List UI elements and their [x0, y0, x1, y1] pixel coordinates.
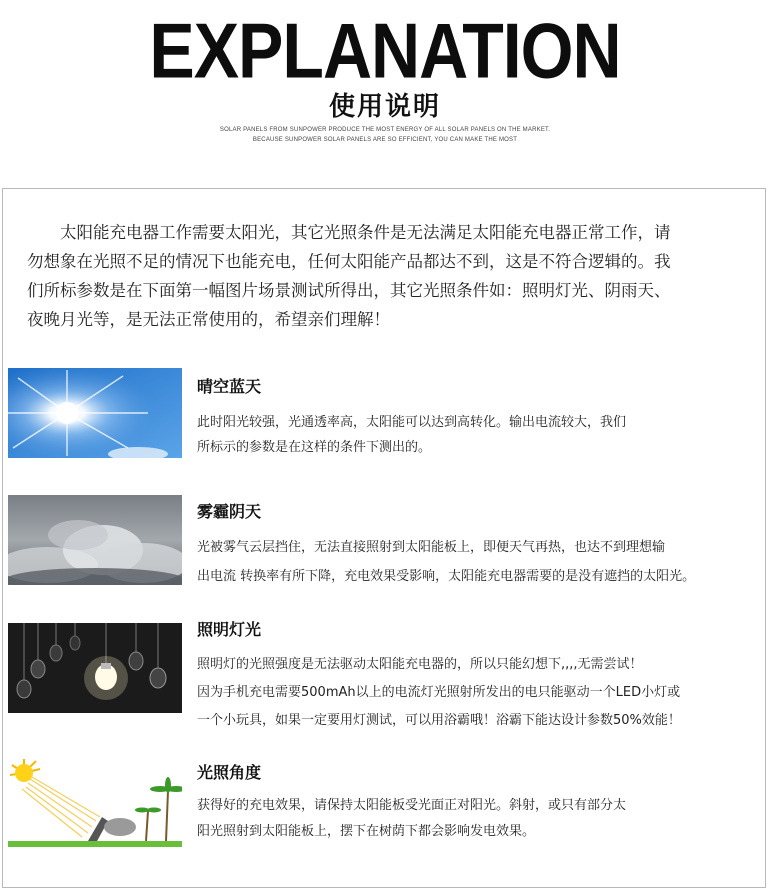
body-line: 照明灯的光照强度是无法驱动太阳能充电器的，所以只能幻想下,,,,无需尝试！ [197, 657, 643, 672]
intro-line: 勿想象在光照不足的情况下也能充电，任何太阳能产品都达不到，这是不符合逻辑的。我 [27, 252, 671, 271]
section-title-lamp: 照明灯光 [197, 620, 262, 639]
section-title-sunny: 晴空蓝天 [197, 377, 262, 396]
light-angle-illustration [8, 755, 182, 847]
body-line: 光被雾气云层挡住，无法直接照射到太阳能板上，即便天气再热，也达不到理想输 [197, 540, 666, 555]
body-line: 出电流 转换率有所下降，充电效果受影响，太阳能充电器需要的是没有遮挡的太阳光。 [197, 569, 696, 584]
title-english: EXPLANATION [149, 7, 621, 95]
section-body-angle [197, 793, 767, 845]
body-line: 一个小玩具，如果一定要用灯测试，可以用浴霸哦！浴霸下能达设计参数50%效能！ [197, 713, 681, 728]
intro-line: 太阳能充电器工作需要太阳光，其它光照条件是无法满足太阳能充电器正常工作，请 [27, 223, 671, 242]
light-bulbs-image [8, 623, 182, 713]
tagline-line-1: SOLAR PANELS FROM SUNPOWER PRODUCE THE MOST ENERGY OF ALL SOLAR PANELS ON THE MARKET. [219, 127, 551, 133]
body-line: 此时阳光较强，光通透率高，太阳能可以达到高转化。输出电流较大，我们 [197, 415, 627, 430]
section-title-angle: 光照角度 [197, 763, 262, 782]
intro-paragraph [27, 218, 747, 334]
section-title-cloudy: 雾霾阴天 [197, 502, 262, 521]
page-header [0, 0, 770, 190]
intro-line: 夜晚月光等，是无法正常使用的，希望亲们理解！ [27, 310, 390, 329]
body-line: 阳光照射到太阳能板上，摆下在树荫下都会影响发电效果。 [197, 824, 536, 839]
cloudy-sky-image [8, 495, 182, 585]
intro-line: 们所标参数是在下面第一幅图片场景测试所得出，其它光照条件如：照明灯光、阴雨天、 [27, 281, 671, 300]
body-line: 获得好的充电效果，请保持太阳能板受光面正对阳光。斜射，或只有部分太 [197, 798, 627, 813]
section-body-cloudy [197, 533, 767, 591]
section-body-sunny [197, 410, 767, 460]
body-line: 因为手机充电需要500mAh以上的电流灯光照射所发出的电只能驱动一个LED小灯或 [197, 685, 681, 700]
sunny-sky-image [8, 368, 182, 458]
title-chinese: 使用说明 [328, 92, 441, 122]
tagline-line-2: BECAUSE SUNPOWER SOLAR PANELS ARE SO EFFICIENT, YOU CAN MAKE THE MOST [252, 137, 518, 143]
body-line: 所标示的参数是在这样的条件下测出的。 [197, 440, 432, 455]
section-body-lamp [197, 651, 767, 735]
